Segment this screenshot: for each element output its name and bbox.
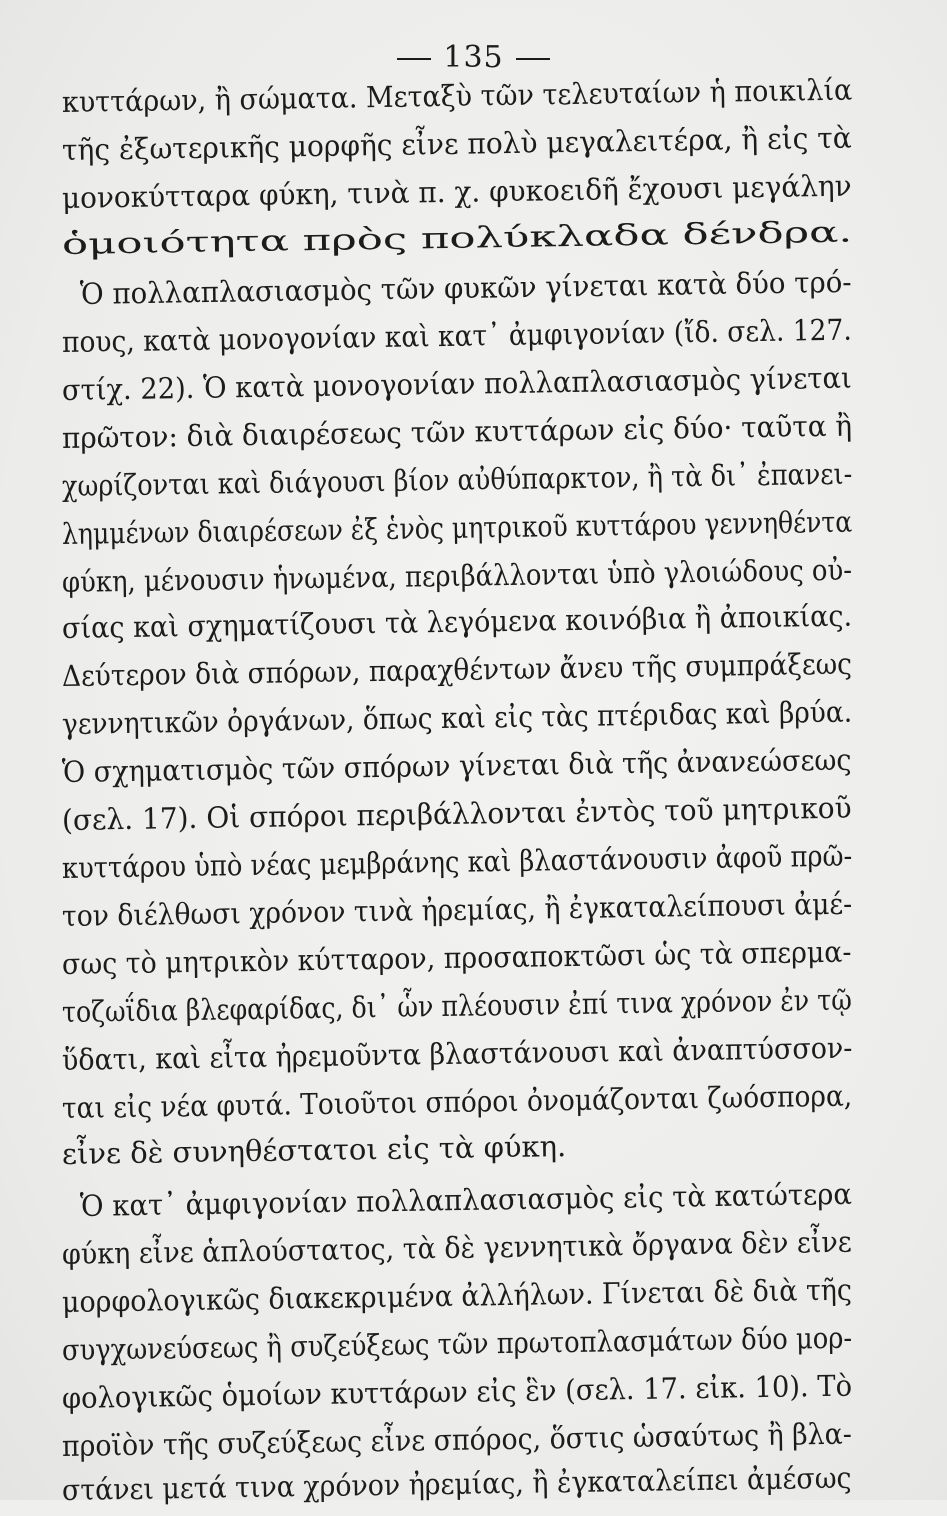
text-line (62, 1452, 853, 1516)
text-line-content: Ὁ πολλαπλασιασμὸς τῶν φυκῶν γίνεται κατὰ δύο τρό- (79, 264, 852, 311)
text-line-content: συγχωνεύσεως ἢ συζεύξεως τῶν πρωτοπλασμάτων δύο μορ- (61, 1320, 853, 1367)
text-line-content: φολογικῶς ὁμοίων κυττάρων εἰς ἓν (σελ. 17. εἰκ. 10). Τὸ (61, 1368, 853, 1415)
text-line-content: ὁμοιότητα πρὸς πολύκλαδα δένδρα. (61, 214, 853, 261)
text-line-content: σίας καὶ σχηματίζουσι τὰ λεγόμενα κοινόβια ἢ ἀποικίας. (61, 598, 853, 645)
text-line-content: Δεύτερον διὰ σπόρων, παραχθέντων ἄνευ τῆς συμπράξεως (61, 646, 853, 693)
text-line-content: κυττάρου ὑπὸ νέας μεμβράνης καὶ βλαστάνουσιν ἀφοῦ πρῶ- (61, 838, 853, 885)
text-line-content: σως τὸ μητρικὸν κύτταρον, προσαποκτῶσι ὡς τὰ σπερμα- (61, 934, 852, 981)
text-line-content: πρῶτον: διὰ διαιρέσεως τῶν κυττάρων εἰς δύο· ταῦτα ἢ (61, 408, 853, 455)
text-line-content: πους, κατὰ μονογονίαν καὶ κατ᾽ ἀμφιγονίαν (ἴδ. σελ. 127. (61, 312, 853, 359)
text-line-content: Ὁ κατ᾽ ἀμφιγονίαν πολλαπλασιασμὸς εἰς τὰ κατώτερα (79, 1176, 853, 1223)
page-number: 135 (443, 40, 504, 75)
text-line-content: τον διέλθωσι χρόνον τινὰ ἠρεμίας, ἢ ἐγκαταλείπουσι ἀμέ- (61, 886, 853, 933)
text-line-content: μορφολογικῶς διακεκριμένα ἀλλήλων. Γίνεται δὲ διὰ τῆς (61, 1272, 853, 1319)
text-line-content: στάνει μετά τινα χρόνον ἠρεμίας, ἢ ἐγκαταλείπει ἀμέσως (61, 1460, 852, 1507)
header-dash-left (397, 58, 431, 60)
text-line-content: γεννητικῶν ὀργάνων, ὅπως καὶ εἰς τὰς πτέριδας καὶ βρύα. (61, 694, 853, 741)
text-line-content: στίχ. 22). Ὁ κατὰ μονογονίαν πολλαπλασιασμὸς γίνεται (61, 360, 852, 407)
text-line-content: τῆς ἐξωτερικῆς μορφῆς εἶνε πολὺ μεγαλειτέρα, ἢ εἰς τὰ (61, 120, 852, 167)
header-dash-right (516, 58, 550, 60)
text-line-content: ται εἰς νέα φυτά. Τοιοῦτοι σπόροι ὀνομάζονται ζωόσπορα, (61, 1078, 853, 1125)
text-line-content: χωρίζονται καὶ διάγουσι βίον αὐθύπαρκτον, ἢ τὰ δι᾽ ἐπανει- (61, 456, 853, 503)
text-line-content: κυττάρων, ἢ σώματα. Μεταξὺ τῶν τελευταίων ἡ ποικιλία (61, 72, 853, 119)
text-line-content: προϊὸν τῆς συζεύξεως εἶνε σπόρος, ὅστις ὡσαύτως ἢ βλα- (61, 1416, 853, 1463)
text-line-content: μονοκύτταρα φύκη, τινὰ π. χ. φυκοειδῆ ἔχουσι μεγάλην (61, 168, 852, 215)
text-line-content: εἶνε δὲ συνηθέστατοι εἰς τὰ φύκη. (61, 1129, 567, 1171)
text-line-content: λημμένων διαιρέσεων ἐξ ἑνὸς μητρικοῦ κυττάρου γεννηθέντα (61, 504, 853, 551)
text-line-content: ὕδατι, καὶ εἶτα ἠρεμοῦντα βλαστάνουσι καὶ ἀναπτύσσον- (61, 1030, 853, 1077)
text-line-content: φύκη, μένουσιν ἡνωμένα, περιβάλλονται ὑπὸ γλοιώδους οὐ- (61, 552, 853, 599)
text-line-content: τοζωΐδια βλεφαρίδας, δι᾽ ὧν πλέουσιν ἐπί τινα χρόνον ἐν τῷ (61, 982, 853, 1029)
text-line-content: φύκη εἶνε ἁπλούστατος, τὰ δὲ γεννητικὰ ὄργανα δὲν εἶνε (61, 1224, 853, 1271)
text-line-content: Ὁ σχηματισμὸς τῶν σπόρων γίνεται διὰ τῆς ἀνανεώσεως (61, 742, 852, 789)
text-line-content: (σελ. 17). Οἱ σπόροι περιβάλλονται ἐντὸς τοῦ μητρικοῦ (61, 790, 852, 837)
